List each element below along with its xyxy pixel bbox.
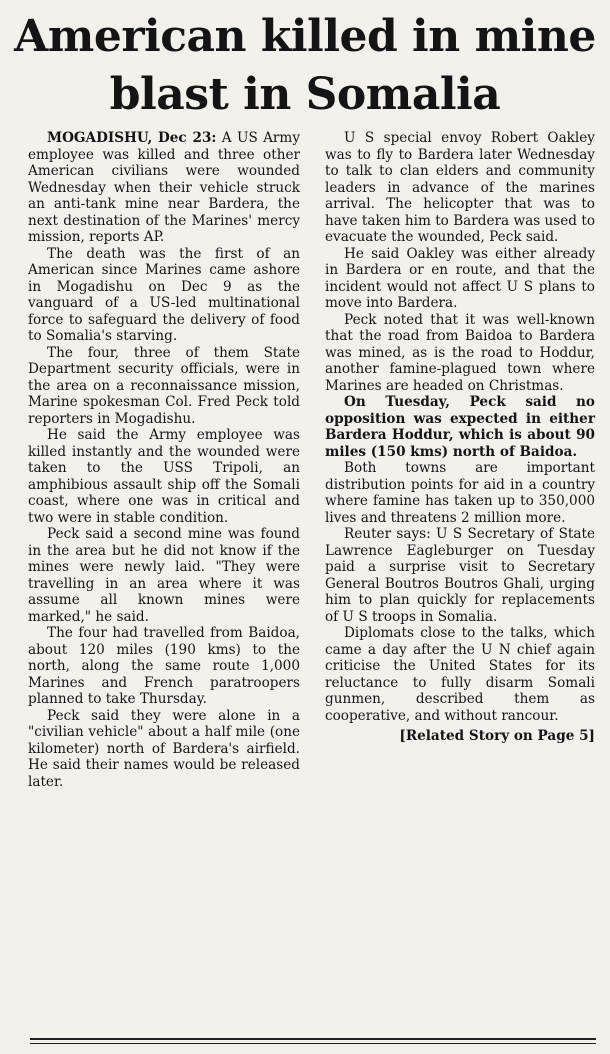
article-column-left <box>28 130 300 790</box>
article-paragraph: The four had travelled from Baidoa, about 120 miles (190 kms) to the north, along the same route 1,000 Marines and French paratroopers planned to take Thursday. <box>28 625 300 707</box>
related-story-note: [Related Story on Page 5] <box>399 728 595 744</box>
bottom-rule-thick <box>30 1038 596 1040</box>
article-paragraph: The four, three of them State Department security officials, were in the area on a reconnaissance mission, Marine spokesman Col. Fred Peck told reporters in Mogadishu. <box>28 344 300 427</box>
article-paragraph: Peck noted that it was well-known that the road from Baidoa to Bardera was mined, as is the road to Hoddur, another famine-plagued town where Marines are headed on Christmas. <box>325 311 595 394</box>
article-paragraph: Peck said a second mine was found in the area but he did not know if the mines were newly laid. "They were travelling in an area where it was assume all known mines were marked," he said. <box>28 526 300 625</box>
headline-line-2: blast in Somalia <box>109 69 501 120</box>
article-column-right <box>325 130 595 745</box>
article-paragraph <box>28 130 300 246</box>
article-paragraph: U S special envoy Robert Oakley was to fly to Bardera later Wednesday to talk to clan elders and community leaders in advance of the marines arrival. The helicopter that was to have taken him to Bardera was used to evacuate the wounded, Peck said. <box>325 130 595 245</box>
dateline: MOGADISHU, Dec 23: <box>47 130 217 146</box>
article-paragraph: Diplomats close to the talks, which came a day after the U N chief again criticise the United States for its reluctance to fully disarm Somali gunmen, described them as cooperative, and without rancour. <box>325 625 595 724</box>
article-paragraph: On Tuesday, Peck said no opposition was expected in either Bardera Hoddur, which is about 90 miles (150 kms) north of Baidoa. <box>325 394 595 460</box>
headline <box>0 8 610 124</box>
lead-text: A US Army employee was killed and three other American civilians were wounded Wednesday when their vehicle struck an anti-tank mine near Bardera, the next destination of the Marines' mercy mission, reports AP. <box>28 130 301 245</box>
article-paragraph: The death was the first of an American since Marines came ashore in Mogadishu on Dec 9 as the vanguard of a US-led multinational force to safeguard the delivery of food to Somalia's starving. <box>28 245 300 344</box>
article-paragraph: Reuter says: U S Secretary of State Lawrence Eagleburger on Tuesday paid a surprise visit to Secretary General Boutros Boutros Ghali, urging him to plan quickly for replacements of U S troops in Somalia. <box>325 526 595 625</box>
headline-line-1: American killed in mine <box>14 11 596 62</box>
article-paragraph: Peck said they were alone in a "civilian vehicle" about a half mile (one kilometer) north of Bardera's airfield. He said their names would be released later. <box>28 707 300 790</box>
article-paragraph: He said the Army employee was killed instantly and the wounded were taken to the USS Tripoli, an amphibious assault ship off the Somali coast, where one was in critical and two were in stable condition. <box>28 427 300 526</box>
article-paragraph: Both towns are important distribution points for aid in a country where famine has taken up to 350,000 lives and threatens 2 million more. <box>325 460 595 526</box>
article-paragraph: He said Oakley was either already in Bardera or en route, and that the incident would not affect U S plans to move into Bardera. <box>325 245 595 311</box>
bottom-rule-thin <box>30 1043 596 1044</box>
